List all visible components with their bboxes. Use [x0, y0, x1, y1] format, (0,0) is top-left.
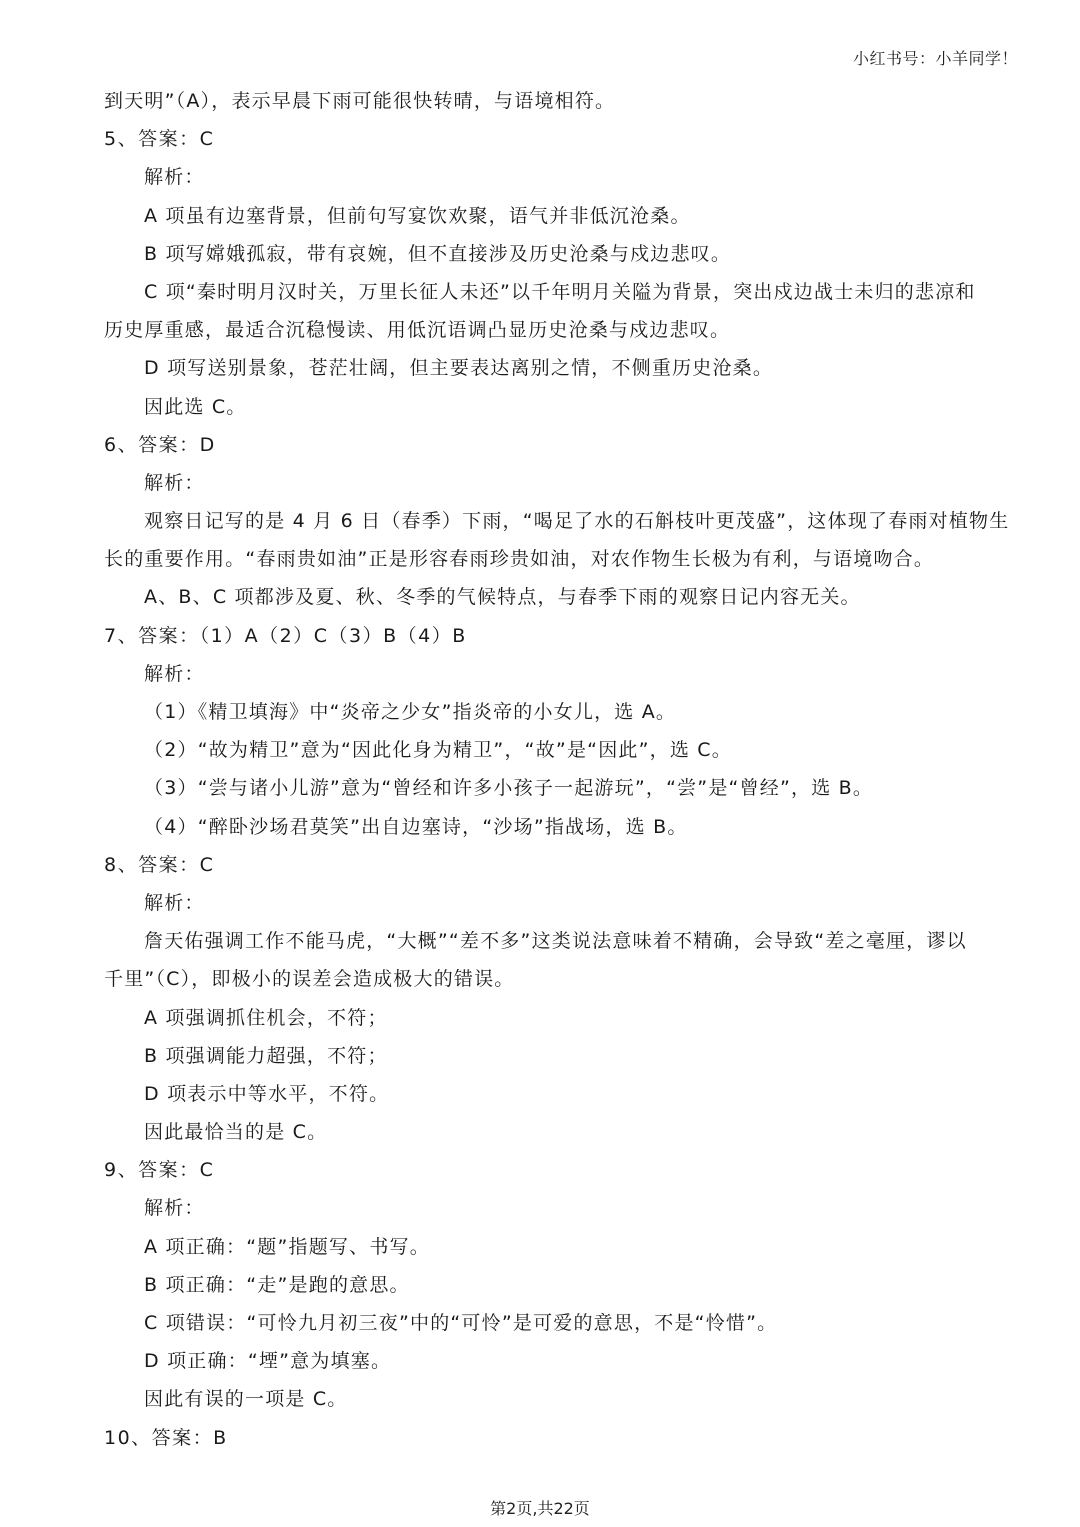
text-line: 解析：: [144, 471, 205, 494]
text-line: B 项写嫦娥孤寂，带有哀婉，但不直接涉及历史沧桑与戍边悲叹。: [144, 242, 732, 265]
text-line: A、B、C 项都涉及夏、秋、冬季的气候特点，与春季下雨的观察日记内容无关。: [144, 586, 861, 609]
text-line: 解析：: [144, 662, 205, 685]
answer-heading: 10、答案：B: [104, 1426, 228, 1449]
text-line: 解析：: [144, 891, 205, 914]
text-line: 因此选 C。: [144, 395, 247, 418]
text-line: （1）《精卫填海》中“炎帝之少女”指炎帝的小女儿，选 A。: [144, 701, 677, 723]
text-line: （3）“尝与诸小儿游”意为“曾经和许多小孩子一起游玩”，“尝”是“曾经”，选 B。: [144, 777, 874, 800]
text-line: 詹天佑强调工作不能马虎，“大概”“差不多”这类说法意味着不精确，会导致“差之毫厘，谬以: [144, 930, 967, 953]
text-line: 到天明”（A），表示早晨下雨可能很快转晴，与语境相符。: [104, 90, 616, 112]
text-line: C 项“秦时明月汉时关，万里长征人未还”以千年明月关隘为背景，突出戍边战士未归的悲凉和: [144, 280, 976, 303]
text-line: A 项强调抓住机会，不符；: [144, 1006, 388, 1029]
text-line: 解析：: [144, 1197, 205, 1220]
text-line: 因此有误的一项是 C。: [144, 1388, 348, 1411]
document-body: [104, 82, 1010, 1457]
text-line: B 项强调能力超强，不符；: [144, 1044, 388, 1067]
text-line: D 项表示中等水平，不符。: [144, 1082, 390, 1105]
text-line: 长的重要作用。“春雨贵如油”正是形容春雨珍贵如油，对农作物生长极为有利，与语境吻合。: [104, 548, 935, 571]
text-line: 千里”（C），即极小的误差会造成极大的错误。: [104, 968, 515, 991]
text-line: 因此最恰当的是 C。: [144, 1121, 328, 1144]
text-line: C 项错误：“可怜九月初三夜”中的“可怜”是可爱的意思，不是“怜惜”。: [144, 1312, 778, 1334]
text-line: A 项正确：“题”指题写、书写。: [144, 1235, 430, 1258]
text-line: 历史厚重感，最适合沉稳慢读、用低沉语调凸显历史沧桑与戍边悲叹。: [104, 319, 731, 342]
answer-heading: 7、答案：（1）A（2）C（3）B（4）B: [104, 624, 467, 647]
text-line: B 项正确：“走”是跑的意思。: [144, 1273, 410, 1296]
header-note: 小红书号：小羊同学！: [852, 49, 1018, 68]
text-line: 观察日记写的是 4 月 6 日（春季）下雨，“喝足了水的石斛枝叶更茂盛”，这体现了春雨对植物生: [144, 510, 1010, 533]
answer-heading: 9、答案：C: [104, 1159, 215, 1182]
answer-heading: 6、答案：D: [104, 433, 216, 456]
answer-heading: 5、答案：C: [104, 128, 215, 151]
text-line: D 项正确：“堙”意为填塞。: [144, 1350, 392, 1373]
answer-heading: 8、答案：C: [104, 853, 215, 876]
text-line: （2）“故为精卫”意为“因此化身为精卫”，“故”是“因此”，选 C。: [144, 739, 732, 762]
page-footer: 第2页,共22页: [490, 1499, 590, 1518]
text-line: 解析：: [144, 166, 205, 189]
text-line: D 项写送别景象，苍茫壮阔，但主要表达离别之情，不侧重历史沧桑。: [144, 357, 774, 380]
text-line: A 项虽有边塞背景，但前句写宴饮欢聚，语气并非低沉沧桑。: [144, 204, 691, 227]
text-line: （4）“醉卧沙场君莫笑”出自边塞诗，“沙场”指战场，选 B。: [144, 815, 688, 838]
